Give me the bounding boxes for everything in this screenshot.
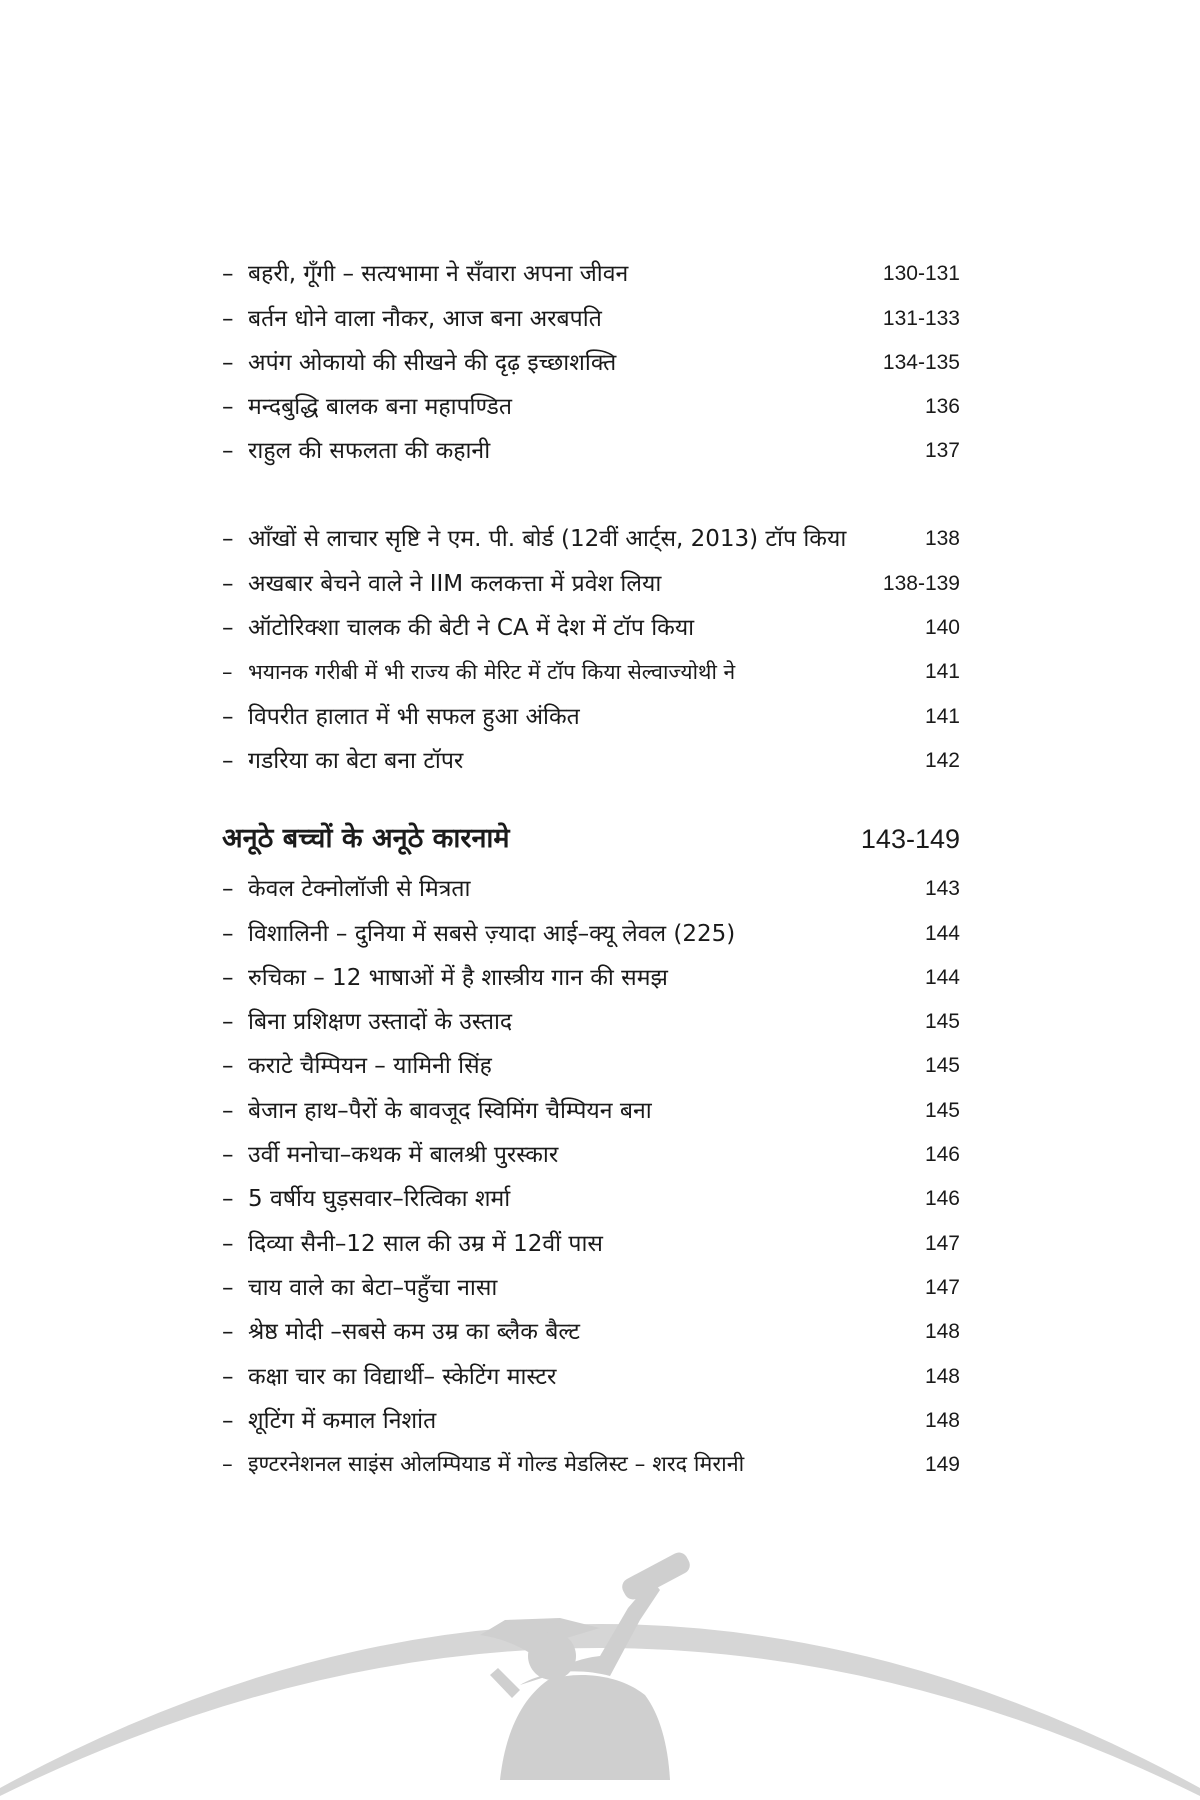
entry-pages: 145: [924, 1098, 960, 1122]
entry-dash: –: [222, 1230, 234, 1257]
entry-title: अखबार बेचने वाले ने IIM कलकत्ता में प्रवेश लिया: [248, 570, 662, 597]
entry-title: कराटे चैम्पियन – यामिनी सिंह: [248, 1053, 492, 1080]
entry-pages: 141: [924, 660, 960, 684]
entry-pages: 144: [924, 965, 960, 989]
entry-dash: –: [222, 964, 234, 991]
entry-pages: 131-133: [882, 306, 960, 330]
entry-title: इण्टरनेशनल साइंस ओलम्पियाड में गोल्ड मेडलिस्ट – शरद मिरानी: [248, 1452, 745, 1478]
entry-pages: 145: [924, 1010, 960, 1034]
section-heading: [222, 803, 960, 863]
toc-entry: [222, 692, 960, 736]
entry-dash: –: [222, 1319, 234, 1346]
entry-dash: –: [222, 1452, 233, 1478]
table-of-contents: [222, 250, 960, 1485]
entry-dash: –: [222, 526, 234, 553]
entry-dash: –: [222, 1186, 234, 1213]
entry-dash: –: [222, 349, 234, 376]
entry-pages: 141: [924, 704, 960, 728]
toc-entry: [222, 954, 960, 998]
entry-title: श्रेष्ठ मोदी –सबसे कम उम्र का ब्लैक बैल्ट: [248, 1319, 581, 1346]
entry-pages: 140: [924, 616, 960, 640]
toc-entry: [222, 559, 960, 603]
entry-dash: –: [222, 1142, 234, 1169]
entry-dash: –: [222, 1274, 234, 1301]
entry-dash: –: [222, 305, 234, 332]
entry-dash: –: [222, 1053, 234, 1080]
entry-pages: 137: [924, 439, 960, 463]
entry-pages: 144: [924, 921, 960, 945]
toc-entry: [222, 737, 960, 781]
entry-title: बहरी, गूँगी – सत्यभामा ने सँवारा अपना जीवन: [248, 261, 629, 288]
entry-dash: –: [222, 1407, 234, 1434]
entry-dash: –: [222, 876, 234, 903]
entry-dash: –: [222, 1097, 234, 1124]
toc-entry: [222, 1219, 960, 1263]
entry-pages: 147: [924, 1231, 960, 1255]
entry-title: केवल टेक्नोलॉजी से मित्रता: [248, 876, 471, 903]
toc-entry: [222, 604, 960, 648]
entry-dash: –: [222, 1009, 234, 1036]
entry-pages: 130-131: [882, 262, 960, 286]
toc-entry: [222, 294, 960, 338]
toc-entry: [222, 998, 960, 1042]
entry-title: शूटिंग में कमाल निशांत: [248, 1407, 437, 1434]
entry-title: आँखों से लाचार सृष्टि ने एम. पी. बोर्ड (12वीं आर्ट्स, 2013) टॉप किया: [248, 526, 847, 553]
entry-pages: 136: [924, 395, 960, 419]
entry-title: बर्तन धोने वाला नौकर, आज बना अरबपति: [248, 305, 602, 332]
entry-title: ऑटोरिक्शा चालक की बेटी ने CA में देश में टॉप किया: [248, 615, 695, 642]
toc-entry: [222, 427, 960, 471]
entry-title: चाय वाले का बेटा–पहुँचा नासा: [248, 1274, 498, 1301]
entry-title: रुचिका – 12 भाषाओं में है शास्त्रीय गान की समझ: [248, 964, 668, 991]
entry-title: विशालिनी – दुनिया में सबसे ज़्यादा आई–क्यू लेवल (225): [248, 920, 736, 947]
section-pages: 143-149: [860, 823, 960, 854]
entry-dash: –: [222, 920, 234, 947]
entry-title: गडरिया का बेटा बना टॉपर: [248, 747, 464, 774]
toc-entry: [222, 1397, 960, 1441]
entry-dash: –: [222, 747, 234, 774]
entry-title: बिना प्रशिक्षण उस्तादों के उस्ताद: [248, 1009, 513, 1036]
toc-entry: [222, 383, 960, 427]
toc-entry: [222, 1352, 960, 1396]
toc-entry: [222, 1086, 960, 1130]
entry-title: मन्दबुद्धि बालक बना महापण्डित: [248, 394, 512, 421]
entry-pages: 147: [924, 1275, 960, 1299]
entry-title: दिव्या सैनी–12 साल की उम्र में 12वीं पास: [248, 1230, 603, 1257]
entry-dash: –: [222, 703, 234, 730]
toc-entry: [222, 1042, 960, 1086]
entry-pages: 138-139: [882, 571, 960, 595]
toc-entry: [222, 471, 960, 559]
toc-entry: [222, 1175, 960, 1219]
entry-title: भयानक गरीबी में भी राज्य की मेरिट में टॉप किया सेल्वाज्योथी ने: [248, 660, 736, 685]
entry-title: 5 वर्षीय घुड़सवार–रित्विका शर्मा: [248, 1186, 511, 1213]
entry-pages: 149: [924, 1453, 960, 1477]
entry-dash: –: [222, 660, 233, 685]
entry-pages: 142: [924, 748, 960, 772]
entry-title: अपंग ओकायो की सीखने की दृढ़ इच्छाशक्ति: [248, 349, 617, 376]
toc-entry: [222, 909, 960, 953]
entry-dash: –: [222, 261, 234, 288]
toc-entry: [222, 865, 960, 909]
entry-pages: 146: [924, 1143, 960, 1167]
section-title: अनूठे बच्चों के अनूठे कारनामे: [222, 822, 510, 854]
entry-title: राहुल की सफलता की कहानी: [248, 438, 491, 465]
entry-dash: –: [222, 1363, 234, 1390]
entry-pages: 145: [924, 1054, 960, 1078]
toc-entry: [222, 250, 960, 294]
toc-entry: [222, 339, 960, 383]
graduate-decoration: [0, 1470, 1200, 1800]
toc-entry: [222, 1308, 960, 1352]
entry-title: कक्षा चार का विद्यार्थी– स्केटिंग मास्टर: [248, 1363, 557, 1390]
entry-pages: 146: [924, 1187, 960, 1211]
entry-pages: 138: [924, 527, 960, 551]
toc-entry: [222, 648, 960, 692]
entry-title: बेजान हाथ–पैरों के बावजूद स्विमिंग चैम्पियन बना: [248, 1097, 652, 1124]
toc-entry: [222, 1264, 960, 1308]
entry-title: उर्वी मनोचा–कथक में बालश्री पुरस्कार: [248, 1142, 559, 1169]
entry-dash: –: [222, 615, 234, 642]
entry-dash: –: [222, 394, 234, 421]
entry-pages: 134-135: [882, 350, 960, 374]
entry-pages: 143: [924, 877, 960, 901]
entry-title: विपरीत हालात में भी सफल हुआ अंकित: [248, 703, 580, 730]
toc-entry: [222, 1131, 960, 1175]
entry-pages: 148: [924, 1408, 960, 1432]
entry-pages: 148: [924, 1364, 960, 1388]
entry-dash: –: [222, 570, 234, 597]
entry-pages: 148: [924, 1320, 960, 1344]
entry-dash: –: [222, 438, 234, 465]
